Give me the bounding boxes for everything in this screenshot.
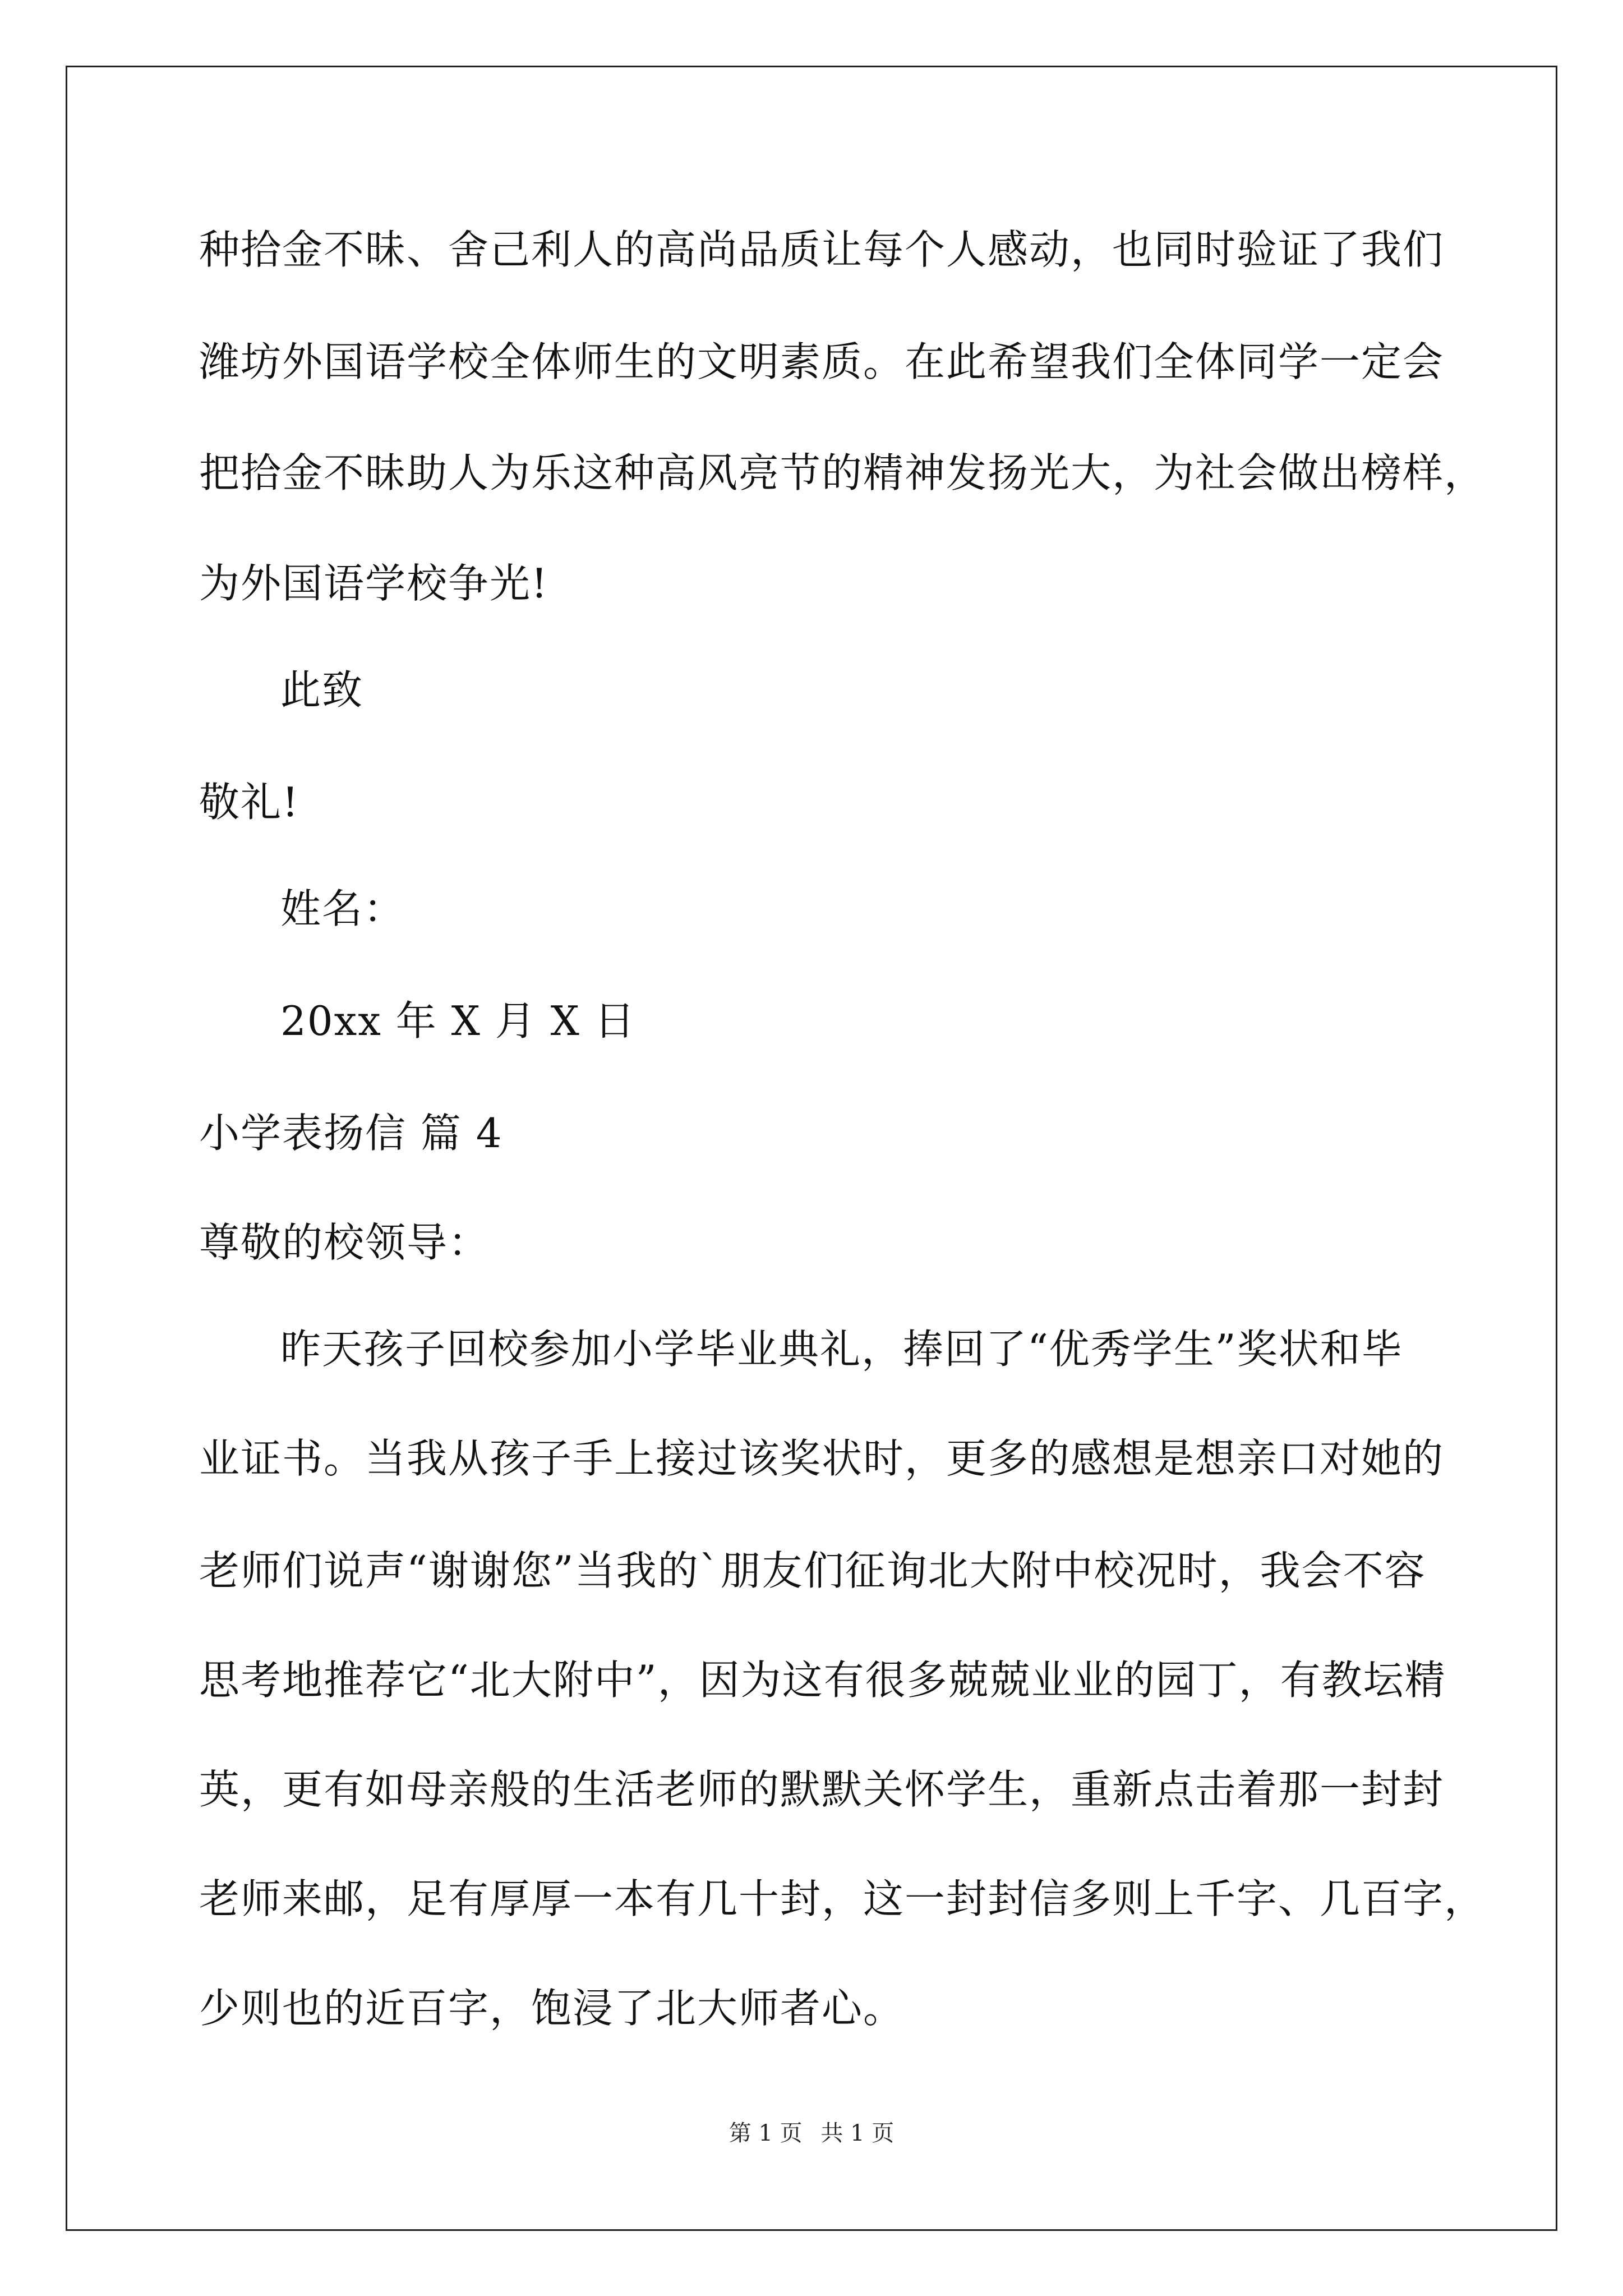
page-number: 第 1 页 [728, 2120, 803, 2146]
signature-name: 姓名： [280, 885, 405, 932]
paragraph-line: 少则也的近百字，饱浸了北大师者心。 [199, 1985, 905, 2032]
paragraph-line: 昨天孩子回校参加小学毕业典礼，捧回了“优秀学生”奖状和毕 [280, 1326, 1403, 1373]
paragraph-line: 老师们说声“谢谢您”当我的`朋友们征询北大附中校况时，我会不容 [199, 1547, 1426, 1594]
signature-date: 20xx 年 X 月 X 日 [280, 997, 636, 1045]
closing-respect: 敬礼! [199, 779, 299, 826]
paragraph-line: 英，更有如母亲般的生活老师的默默关怀学生，重新点击着那一封封 [199, 1766, 1445, 1813]
paragraph-line: 思考地推荐它“北大附中”，因为这有很多兢兢业业的园丁，有教坛精 [199, 1657, 1446, 1704]
closing-salutation: 此致 [280, 666, 364, 714]
page-footer [0, 2119, 1623, 2147]
paragraph-line: 把拾金不昧助人为乐这种高风亮节的精神发扬光大，为社会做出榜样， [199, 449, 1486, 496]
greeting: 尊敬的校领导： [199, 1219, 490, 1266]
section-heading: 小学表扬信 篇 4 [199, 1110, 503, 1157]
paragraph-line: 种拾金不昧、舍己利人的高尚品质让每个人感动，也同时验证了我们 [199, 226, 1445, 273]
paragraph-line: 潍坊外国语学校全体师生的文明素质。在此希望我们全体同学一定会 [199, 338, 1445, 385]
page-total: 共 1 页 [820, 2120, 895, 2146]
paragraph-line: 为外国语学校争光! [199, 560, 548, 607]
paragraph-line: 老师来邮，足有厚厚一本有几十封，这一封封信多则上千字、几百字， [199, 1875, 1486, 1922]
paragraph-line: 业证书。当我从孩子手上接过该奖状时，更多的感想是想亲口对她的 [199, 1435, 1445, 1482]
